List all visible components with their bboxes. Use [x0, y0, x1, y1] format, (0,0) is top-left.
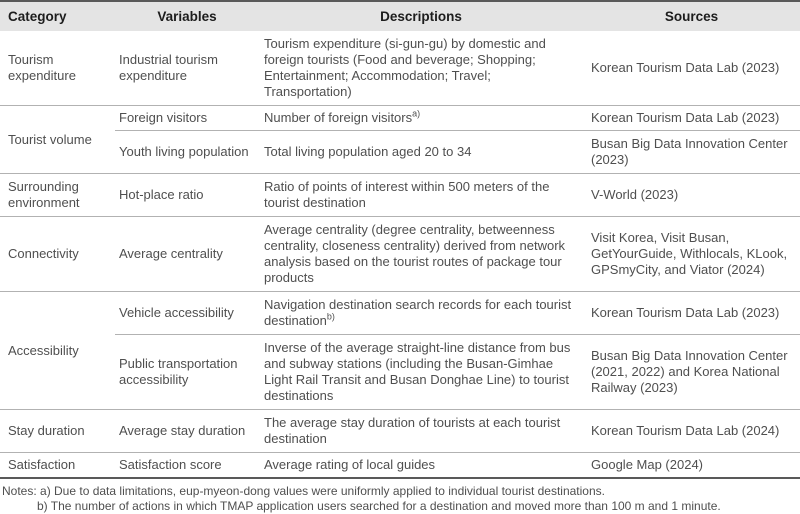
description-cell: Inverse of the average straight-line distance from bus and subway stations (including the Busan-Gimhae Light Rail Transit and Busan Donghae Line) to tourist destinations — [259, 335, 583, 410]
variable-cell: Vehicle accessibility — [115, 292, 259, 335]
source-cell: Busan Big Data Innovation Center (2021, 2022) and Korea National Railway (2023) — [583, 335, 800, 410]
variable-cell: Average centrality — [115, 217, 259, 292]
source-cell: Korean Tourism Data Lab (2023) — [583, 106, 800, 131]
footnote-marker-a: a) — [412, 108, 421, 119]
category-cell: Connectivity — [0, 217, 115, 292]
table-row-public-transportation — [0, 335, 800, 410]
table-notes — [0, 484, 800, 514]
description-cell: Average centrality (degree centrality, betweenness centrality, closeness centrality) derived from network analysis based on the tourist routes of package tour products — [259, 217, 583, 292]
table-row-vehicle-accessibility — [0, 292, 800, 335]
source-cell: Visit Korea, Visit Busan, GetYourGuide, Withlocals, KLook, GPSmyCity, and Viator (2024) — [583, 217, 800, 292]
table-row-satisfaction — [0, 453, 800, 479]
category-cell: Satisfaction — [0, 453, 115, 479]
header-row — [0, 1, 800, 31]
description-text: Number of foreign visitors — [264, 110, 413, 125]
description-cell: Average rating of local guides — [259, 453, 583, 479]
table-row-foreign-visitors — [0, 106, 800, 131]
source-cell: Korean Tourism Data Lab (2023) — [583, 292, 800, 335]
col-header-category: Category — [0, 1, 115, 31]
source-cell: Busan Big Data Innovation Center (2023) — [583, 131, 800, 174]
variable-cell: Hot-place ratio — [115, 174, 259, 217]
col-header-descriptions: Descriptions — [259, 1, 583, 31]
table-header — [0, 1, 800, 31]
note-b: b) The number of actions in which TMAP application users searched for a destination and moved more than 100 m and 1 minute. — [37, 499, 721, 513]
source-cell: Korean Tourism Data Lab (2024) — [583, 410, 800, 453]
category-cell: Stay duration — [0, 410, 115, 453]
description-cell: Total living population aged 20 to 34 — [259, 131, 583, 174]
category-cell: Surrounding environment — [0, 174, 115, 217]
category-cell: Accessibility — [0, 292, 115, 410]
description-cell: Tourism expenditure (si-gun-gu) by domestic and foreign tourists (Food and beverage; Shopping; Entertainment; Accommodation; Travel; Transportation) — [264, 36, 546, 99]
variable-cell: Youth living population — [115, 131, 259, 174]
variable-cell: Satisfaction score — [115, 453, 259, 479]
table-row-stay-duration — [0, 410, 800, 453]
table-body — [0, 31, 800, 478]
description-cell — [259, 106, 583, 131]
source-cell: V-World (2023) — [583, 174, 800, 217]
description-cell: The average stay duration of tourists at each tourist destination — [259, 410, 583, 453]
col-header-variables: Variables — [115, 1, 259, 31]
variable-cell: Average stay duration — [115, 410, 259, 453]
category-cell: Tourist volume — [0, 106, 115, 174]
table-row-tourism-expenditure — [0, 31, 800, 106]
variable-cell: Foreign visitors — [115, 106, 259, 131]
col-header-sources: Sources — [583, 1, 800, 31]
description-text: Navigation destination search records for each tourist destination — [264, 297, 572, 328]
category-cell: Tourism expenditure — [8, 52, 76, 83]
table-row-connectivity — [0, 217, 800, 292]
footnote-marker-b: b) — [326, 311, 335, 322]
description-cell: Ratio of points of interest within 500 meters of the tourist destination — [259, 174, 583, 217]
source-cell: Google Map (2024) — [583, 453, 800, 479]
table-row-surrounding-environment — [0, 174, 800, 217]
variable-cell: Industrial tourism expenditure — [119, 52, 218, 83]
table-row-youth-living-population — [0, 131, 800, 174]
variable-cell: Public transportation accessibility — [115, 335, 259, 410]
description-cell — [259, 292, 583, 335]
note-a: Notes: a) Due to data limitations, eup-myeon-dong values were uniformly applied to individual tourist destinations. — [2, 484, 605, 498]
source-cell: Korean Tourism Data Lab (2023) — [591, 60, 780, 75]
